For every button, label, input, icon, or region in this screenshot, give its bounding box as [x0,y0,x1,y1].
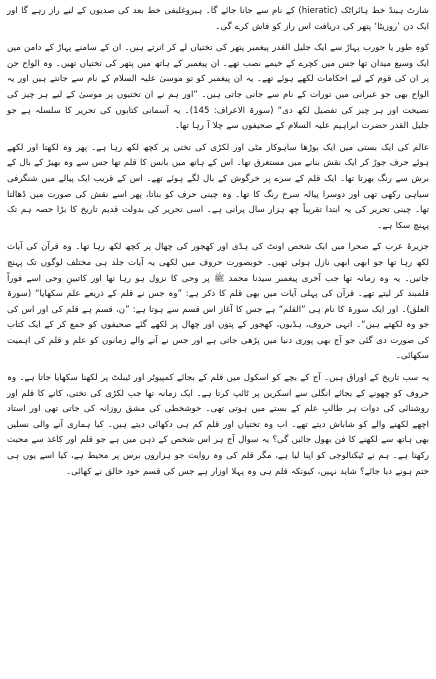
paragraph-3: عالم کی ایک بستی میں ایک بوڑھا ساہوکار مٹی اور لکڑی کی تختی پر کچھ لکھ رہا ہے۔ پھر وہ لکھتا اور لکھے ہوئے حرف جوڑ کر ایک نقش بنانے میں مستغرق تھا۔ اس کے ہاتھ میں بانس کا قلم تھا جس سے وہ بھیڑ کے بال کے برش سے رنگ بھرتا تھا۔ ایک قلم کے سرے پر خرگوش کے بال لگے ہوئے تھے۔ اس کے قریب ایک پیالے میں شنگرفی سیاہی رکھی تھی اور دوسرا پیالہ سرخ رنگ کا تھا۔ وہ چینی حرف کو بناتا، پھر اسے نقش کی صورت میں ڈھالتا تھا۔ چینی تحریر کی یہ ابتدا تقریباً چھ ہزار سال پرانی ہے۔ اسی تحریر کی بدولت قدیم تاریخ کا بڑا حصہ ہم تک پہنچ سکا ہے۔ [7,142,429,231]
paragraph-1: شارٹ ہینڈ خط ہائراٹک (hieratic) کے نام سے جانا جائے گا۔ ہیروغلیفی خط بعد کی صدیوں کے لیے راز رہے گا اور ایک دن ’روزیٹا‘ پتھر کی دریافت اس راز کو فاش کرے گی۔ [7,6,429,32]
paragraph-4: جزیرۂ عرب کے صحرا میں ایک شخص اونٹ کی ہڈی اور کھجور کی چھال پر کچھ لکھ رہا تھا۔ وہ قرآن کی آیات لکھ رہا تھا جو ابھی ابھی نازل ہوئی تھیں۔ خوبصورت حروف میں لکھی یہ آیات جلد ہی مختلف لوگوں تک پہنچ جاتیں۔ یہ وہ زمانہ تھا جب آخری پیغمبر سیدنا محمد ﷺ پر وحی کا نزول ہو رہا تھا اور کاتبینِ وحی اسے فوراً قلمبند کر لیتے تھے۔ قرآن کی پہلی آیات میں بھی قلم کا ذکر ہے: ”وہ جس نے قلم کے ذریعے علم سکھایا“ (سورۃ العلق)۔ اور ایک سورۃ کا نام ہی ”القلم“ ہے جس کا آغاز اس قسم سے ہوتا ہے: ”ن، قسم ہے قلم کی اور اس کی جو وہ لکھتے ہیں“۔ انہی حروف، ہڈیوں، کھجور کے پتوں اور چھال پر لکھے گئے صحیفوں کو جمع کر کے ایک کتاب کی صورت دی گئی جو آج بھی پوری دنیا میں پڑھی جاتی ہے اور جس نے آنے والے زمانوں کو علم و قلم کی اہمیت سکھائی۔ [7,242,429,362]
paragraph-5: یہ سب تاریخ کے اوراق ہیں۔ آج کے بچے کو اسکول میں قلم کے بجائے کمپیوٹر اور ٹیبلٹ پر لکھنا سکھایا جاتا ہے۔ وہ حروف کو چھونے کے بجائے انگلی سے اسکرین پر ٹائپ کرتا ہے۔ ایک زمانہ تھا جب لکڑی کی تختی، کانے کا قلم اور روشنائی کی دوات ہر طالبِ علم کے بستے میں ہوتی تھی۔ خوشخطی کی مشق روزانہ کی جاتی تھی اور استاد اچھے لکھنے والے کو شاباش دیتے تھے۔ اب وہ تختیاں اور قلم کم ہی دکھائی دیتے ہیں۔ کیا ہماری آنے والی نسلیں بھی ہاتھ سے لکھنے کا فن بھول جائیں گی؟ یہ سوال آج ہر اس شخص کے ذہن میں ہے جو قلم اور کاغذ سے محبت رکھتا ہے۔ ہم نے ٹیکنالوجی کو اپنا لیا ہے، مگر قلم کی وہ روایت جو ہزاروں برس پر محیط ہے، کیا اسے یوں ہی ختم ہونے دیا جائے؟ شاید نہیں، کیونکہ قلم ہی وہ پہلا اوزار ہے جس کی قسم خود خالق نے کھائی۔ [7,373,429,477]
paragraph-2: کوہِ طور یا حورب پہاڑ سے ایک جلیل القدر پیغمبر پتھر کی تختیاں لے کر اترتے ہیں۔ ان کے سامنے پہاڑ کے دامن میں ایک وسیع میدان تھا جس میں کچرے کے خیمے نصب تھے۔ ان پیغمبر کے ہاتھ میں پتھر کی تختیاں تھیں۔ وہ الواح جن پر ان کی قوم کے لیے احکامات لکھے ہوئے تھے۔ یہ ان پیغمبر کو تو موسیٰ علیہ السلام کے نام سے جانتے ہیں اور یہ الواح بھی جو عبرانی میں تورات کے نام سے جانی جاتی ہیں۔ ”اور ہم نے ان تختیوں پر موسیٰ کے لیے ہر چیز کی نصیحت اور ہر چیز کی تفصیل لکھ دی“ (سورۃ الاعراف: 145)۔ یہ آسمانی کتابوں کی تحریر کا سلسلہ ہے جو جلیل القدر حضرت ابراہیم علیہ السلام کے صحیفوں سے چلا آ رہا تھا۔ [7,43,429,132]
